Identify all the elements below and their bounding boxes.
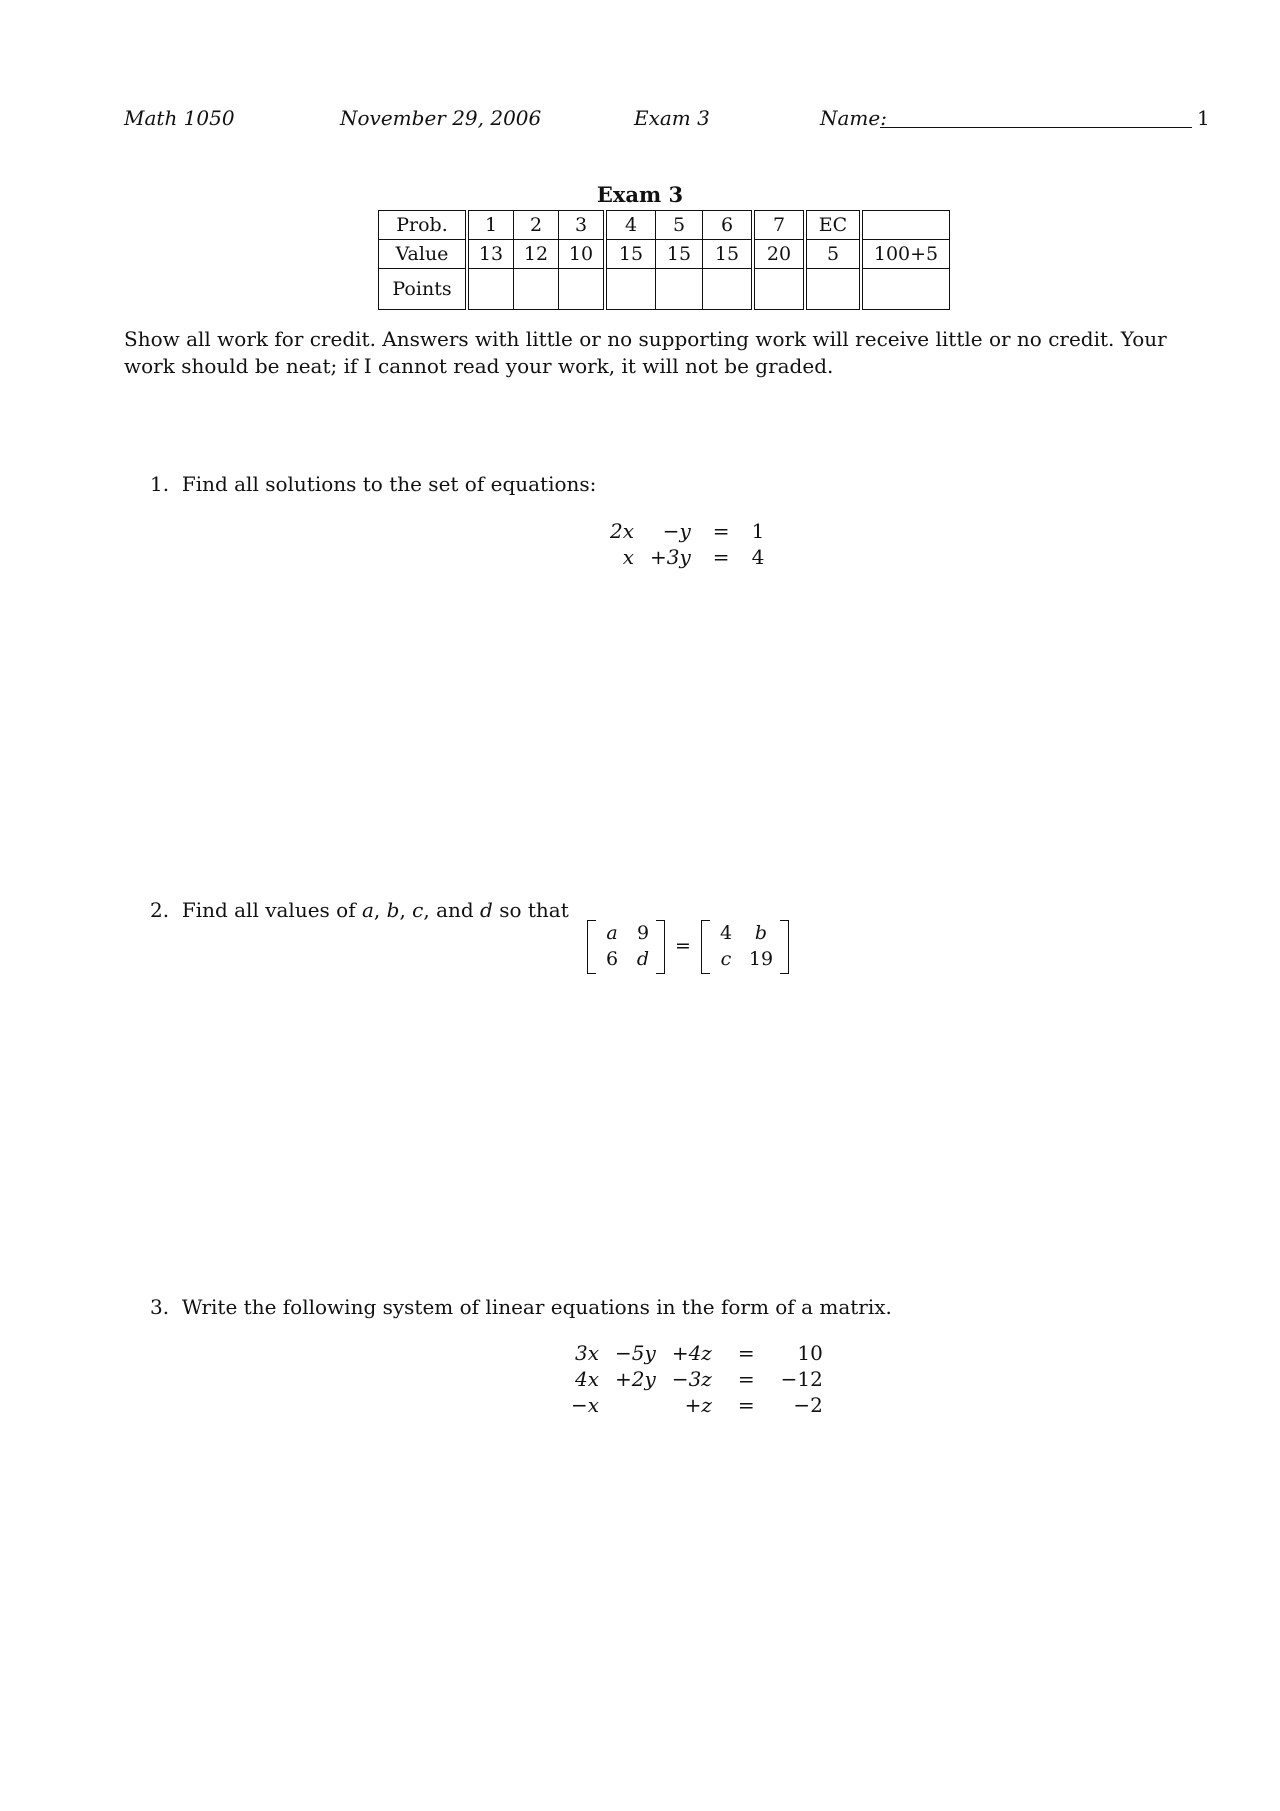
- matrix-cell: 4: [719, 922, 733, 944]
- eq-sign: =: [737, 1393, 755, 1417]
- table-cell: 15: [656, 240, 703, 269]
- question-number: 1.: [150, 472, 170, 496]
- eq-term: 1: [751, 519, 765, 543]
- table-cell: 2: [514, 211, 559, 240]
- question-text: Write the following system of linear equations in the form of a matrix.: [181, 1295, 892, 1319]
- question-1: [150, 472, 596, 496]
- question-text: so that: [492, 898, 569, 922]
- points-cell[interactable]: [514, 269, 559, 310]
- points-cell[interactable]: [467, 269, 514, 310]
- table-cell: 12: [514, 240, 559, 269]
- eq-term: +4z: [671, 1341, 712, 1365]
- equals-sign: =: [675, 935, 691, 957]
- table-cell: 4: [605, 211, 656, 240]
- table-cell: 5: [656, 211, 703, 240]
- table-cell: [861, 211, 950, 240]
- question-3: [150, 1295, 892, 1319]
- name-field-line[interactable]: [880, 127, 1192, 128]
- points-cell[interactable]: [805, 269, 861, 310]
- instructions: Show all work for credit. Answers with little or no supporting work will receive little or no credit. Your work should be neat; if I cannot read your work, it will not be graded.: [124, 327, 1167, 378]
- question-number: 3.: [150, 1295, 170, 1319]
- score-table: [378, 210, 950, 310]
- matrix-cell: 6: [605, 948, 619, 970]
- eq-term: −x: [571, 1393, 600, 1417]
- var-d: d: [480, 898, 493, 922]
- question-number: 2.: [150, 898, 170, 922]
- table-cell: 13: [467, 240, 514, 269]
- table-cell: 5: [805, 240, 861, 269]
- eq-term: −12: [780, 1367, 823, 1391]
- points-cell[interactable]: [656, 269, 703, 310]
- score-table-row-points: [379, 269, 950, 310]
- table-cell: 100+5: [861, 240, 950, 269]
- course-label: Math 1050: [124, 106, 235, 130]
- table-cell: 3: [559, 211, 606, 240]
- eq-term: 10: [797, 1341, 823, 1365]
- eq-sign: =: [712, 519, 730, 543]
- score-table-row-values: [379, 240, 950, 269]
- var-b: b: [386, 898, 400, 922]
- exam-label: Exam 3: [634, 106, 710, 130]
- var-c: c: [412, 898, 424, 922]
- score-table-row-problems: [379, 211, 950, 240]
- matrix-cell: d: [636, 948, 650, 970]
- equation-system-3: [563, 1340, 831, 1418]
- matrix-cell: b: [754, 922, 768, 944]
- matrix-cell: a: [606, 922, 618, 944]
- question-text: Find all solutions to the set of equations:: [181, 472, 597, 496]
- table-cell: 15: [703, 240, 754, 269]
- table-cell: 20: [753, 240, 805, 269]
- table-row-label: Prob.: [379, 211, 468, 240]
- eq-term: −y: [662, 519, 691, 543]
- eq-term: 4x: [575, 1367, 600, 1391]
- left-bracket: [587, 920, 596, 974]
- question-2: 2. Find all values of a, b, c, and d so that: [150, 898, 569, 922]
- page-number: 1: [1197, 106, 1210, 130]
- points-cell[interactable]: [559, 269, 606, 310]
- equation-system-1: [602, 518, 772, 570]
- table-cell: 6: [703, 211, 754, 240]
- eq-term: 2x: [610, 519, 635, 543]
- eq-term: [607, 1392, 664, 1418]
- eq-term: −2: [793, 1393, 823, 1417]
- left-bracket: [701, 920, 710, 974]
- table-cell: 15: [605, 240, 656, 269]
- points-cell[interactable]: [605, 269, 656, 310]
- eq-term: 3x: [575, 1341, 600, 1365]
- table-cell: EC: [805, 211, 861, 240]
- table-cell: 10: [559, 240, 606, 269]
- exam-date: November 29, 2006: [340, 106, 542, 130]
- eq-term: +z: [684, 1393, 712, 1417]
- points-cell[interactable]: [703, 269, 754, 310]
- eq-term: x: [622, 545, 635, 569]
- right-bracket: [780, 920, 789, 974]
- matrix-cell: 9: [636, 922, 650, 944]
- matrix-cell: 19: [748, 948, 774, 970]
- table-cell: 1: [467, 211, 514, 240]
- eq-term: −5y: [615, 1341, 656, 1365]
- table-cell: 7: [753, 211, 805, 240]
- eq-sign: =: [737, 1341, 755, 1365]
- table-row-label: Points: [379, 269, 468, 310]
- name-label: Name:: [820, 106, 887, 130]
- score-table-title: Exam 3: [596, 182, 684, 207]
- table-row-label: Value: [379, 240, 468, 269]
- question-text: Find all values of: [181, 898, 362, 922]
- eq-term: +3y: [650, 545, 691, 569]
- points-cell[interactable]: [861, 269, 950, 310]
- points-cell[interactable]: [753, 269, 805, 310]
- matrix-cell: c: [720, 948, 732, 970]
- eq-term: −3z: [671, 1367, 712, 1391]
- eq-term: +2y: [615, 1367, 656, 1391]
- eq-sign: =: [737, 1367, 755, 1391]
- eq-sign: =: [712, 545, 730, 569]
- eq-term: 4: [751, 545, 765, 569]
- var-a: a: [361, 898, 374, 922]
